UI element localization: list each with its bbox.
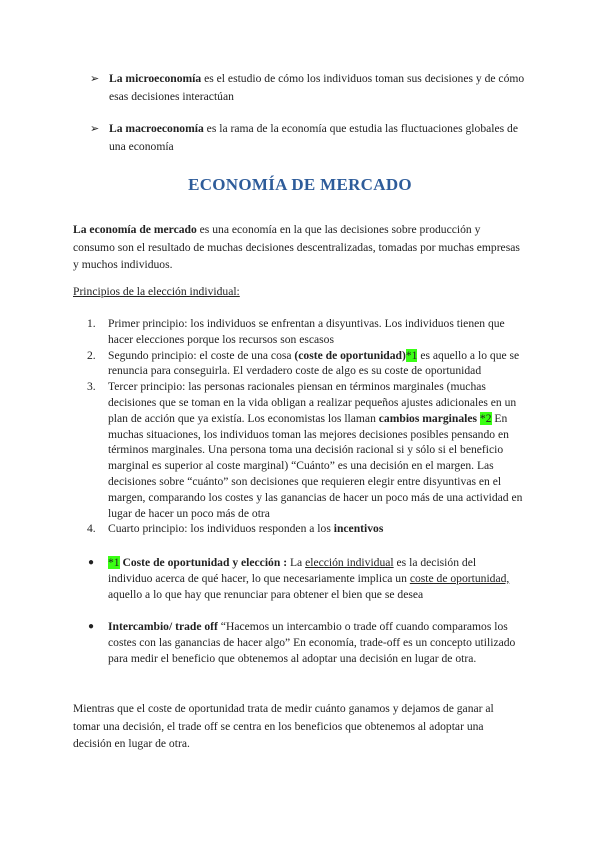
term-microeconomia: La microeconomía	[109, 72, 202, 85]
principle-text-cont: En muchas situaciones, los individuos toman las mejores decisiones posibles pensando en términos marginales. Una persona toma una decisión racional si y sólo si el beneficio marginal es superior al coste marginal) “Cuánto” es una decisión en el margen. Las decisiones sobre “cuánto” son decisiones que requieren elegir entre disyuntivas en el margen, comparando los costes y las ganancias de hacer un poco más de una actividad en lugar de hacer un poco más de otra	[108, 411, 523, 520]
term-coste-oportunidad: coste de oportunidad,	[409, 571, 510, 585]
arrow-bullet-icon: ➢	[90, 122, 100, 135]
bullet-dot-icon: ●	[88, 621, 95, 632]
term-coste-oportunidad-eleccion: Coste de oportunidad y elección :	[119, 556, 288, 569]
list-number: 1.	[87, 317, 96, 330]
section-title: ECONOMÍA DE MERCADO	[188, 175, 412, 194]
term-economia-de-mercado: La economía de mercado	[73, 223, 197, 236]
bullet-text: “Hacemos un intercambio o trade off cuando comparamos los costes con las ganancias de hacer algo” En economía, trade-off es un concepto utilizado para medir el beneficio que obtenemos al adoptar una decisión en lugar de otra.	[108, 620, 516, 665]
bullet-text: es la decisión del individuo acerca de qué hacer, lo que necesariamente implica un	[108, 556, 477, 585]
principle-item	[73, 348, 528, 380]
list-item	[73, 619, 523, 666]
term-incentivos: incentivos	[333, 522, 384, 536]
list-item	[73, 555, 523, 602]
macroeconomia-definition: es la rama de la economía que estudia las fluctuaciones globales de una economía	[109, 122, 518, 153]
principle-text-cont: es aquello a lo que se renuncia para conseguirla. El verdadero coste de algo es su coste de oportunidad	[108, 348, 520, 378]
intro-item-text	[109, 70, 530, 106]
principle-text: Tercer principio: las personas racionales piensan en términos marginales (muchas decisiones que se toman en la vida obligan a realizar pequeños ajustes adicionales en un plan de acción que ya existía. Los economistas los llaman	[108, 380, 517, 425]
footnote-mark-2: *2	[479, 411, 492, 425]
intro-item-microeconomia	[90, 70, 530, 106]
list-number: 3.	[87, 380, 96, 394]
term-coste-de-oportunidad: (coste de oportunidad)	[294, 348, 406, 362]
microeconomia-definition: es el estudio de cómo los individuos toman sus decisiones y de cómo esas decisiones interactúan	[109, 72, 525, 103]
list-number: 4.	[87, 522, 96, 536]
list-number: 2.	[87, 348, 96, 362]
term-trade-off: Intercambio/ trade off	[108, 620, 218, 633]
principle-text: Segundo principio: el coste de una cosa	[108, 348, 295, 362]
term-macroeconomia: La macroeconomía	[109, 122, 204, 135]
arrow-bullet-icon: ➢	[90, 72, 100, 85]
intro-item-macroeconomia	[90, 120, 530, 156]
footnote-mark-1: *1	[405, 348, 418, 362]
bullet-text: aquello a lo que hay que renunciar para obtener el bien que se desea	[108, 587, 424, 601]
note-bullet-list	[73, 555, 523, 602]
intro-item-text	[109, 120, 530, 156]
footnote-mark-1: *1	[108, 556, 120, 569]
definition-text: es una economía en la que las decisiones sobre producción y consumo son el resultado de muchas decisiones descentralizadas, tomadas por muchas empresas y muchos individuos.	[73, 223, 520, 272]
principles-heading: Principios de la elección individual:	[73, 285, 240, 298]
closing-paragraph: Mientras que el coste de oportunidad trata de medir cuánto ganamos y dejamos de ganar al tomar una decisión, el trade off se centra en los beneficios que obtenemos al adoptar una decisión en lugar de otra.	[73, 702, 494, 751]
principle-text: Cuarto principio: los individuos responden a los	[108, 522, 334, 536]
term-eleccion-individual: elección individual	[305, 556, 394, 569]
principle-item	[73, 521, 528, 537]
market-economy-definition	[73, 221, 523, 274]
bullet-text: La	[287, 556, 306, 569]
term-cambios-marginales: cambios marginales	[378, 411, 477, 425]
principle-text: Primer principio: los individuos se enfrentan a disyuntivas. Los individuos tienen que hacer elecciones porque los recursos son escasos	[108, 317, 505, 346]
bullet-dot-icon: ●	[88, 557, 95, 568]
principles-list	[73, 316, 528, 537]
principle-item	[73, 379, 528, 521]
principle-item	[73, 316, 528, 348]
note-bullet-list	[73, 619, 523, 666]
